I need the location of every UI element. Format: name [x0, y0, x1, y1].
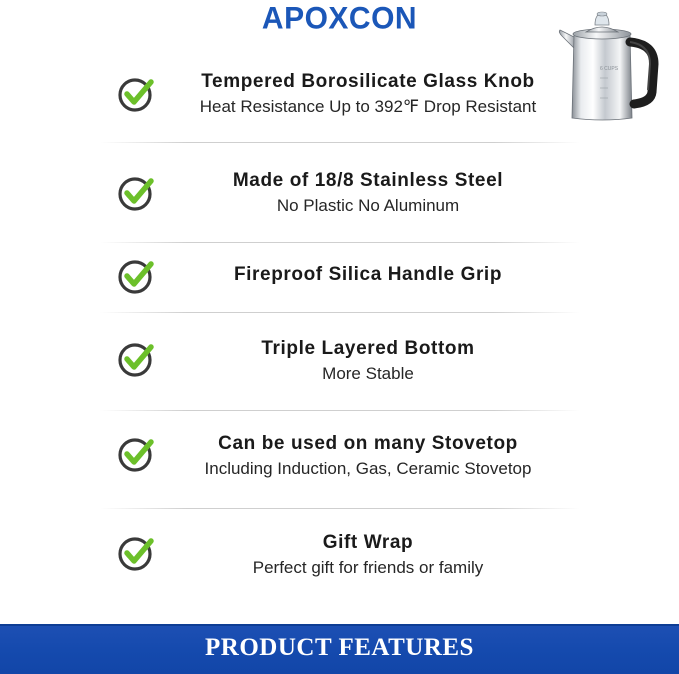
check-icon: [117, 434, 157, 474]
check-icon: [117, 256, 157, 296]
divider: [100, 242, 580, 243]
feature-title: Tempered Borosilicate Glass Knob: [201, 71, 535, 92]
divider: [100, 508, 580, 509]
divider: [100, 142, 580, 143]
check-icon: [117, 533, 157, 573]
brand-logo: APOXCON: [261, 1, 418, 36]
check-icon: [117, 173, 157, 213]
feature-subtitle: Including Induction, Gas, Ceramic Stovetop: [204, 459, 532, 478]
feature-subtitle: Perfect gift for friends or family: [252, 558, 484, 577]
feature-subtitle: More Stable: [322, 364, 414, 383]
banner-label: PRODUCT FEATURES: [205, 634, 474, 661]
feature-title: Can be used on many Stovetop: [218, 433, 518, 454]
divider: [100, 312, 580, 313]
check-icon: [117, 339, 157, 379]
feature-subtitle: No Plastic No Aluminum: [276, 196, 460, 215]
check-icon: [117, 74, 157, 114]
feature-title: Gift Wrap: [322, 532, 414, 553]
feature-subtitle: Heat Resistance Up to 392℉ Drop Resistant: [199, 97, 537, 116]
feature-title: Fireproof Silica Handle Grip: [233, 264, 503, 285]
divider: [100, 410, 580, 411]
feature-title: Made of 18/8 Stainless Steel: [232, 170, 504, 191]
product-features-banner: [0, 624, 679, 674]
svg-text:6 CUPS: 6 CUPS: [600, 66, 619, 72]
feature-title: Triple Layered Bottom: [261, 338, 475, 359]
